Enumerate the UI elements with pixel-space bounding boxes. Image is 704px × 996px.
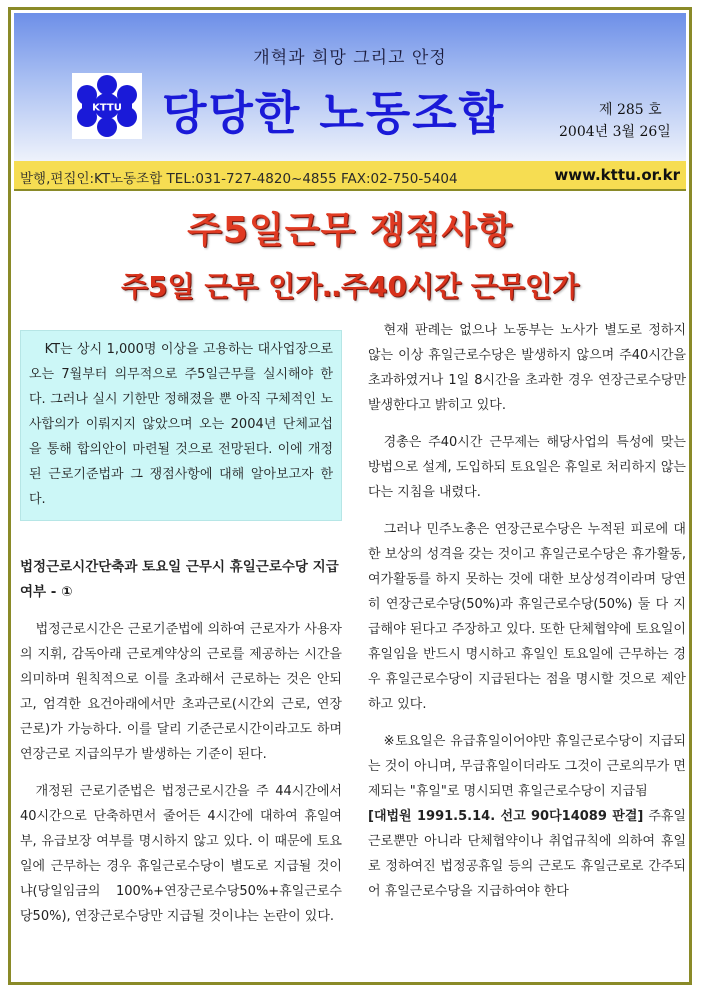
publisher-info: 발행,편집인:KT노동조합 TEL:031-727-4820~4855 FAX:02-750-5404 xyxy=(20,171,458,187)
publisher-bar xyxy=(14,161,686,191)
headline: 주5일근무 쟁점사항 xyxy=(187,210,513,251)
citation-text: 주휴일 근로뿐만 아니라 단체협약이나 취업규칙에 의하여 휴일로 정하여진 법정공휴일 등의 근로도 휴일근로로 간주되어 휴일근로수당을 지급하여야 한다 xyxy=(368,809,686,899)
section-title: 법정근로시간단축과 토요일 근무시 휴일근로수당 지급여부 - ① xyxy=(20,559,339,600)
note-paragraph: ※토요일은 유급휴일이어야만 휴일근로수당이 지급되는 것이 아니며, 무급휴일이더라도 그것이 근로의무가 면제되는 "휴일"로 명시되면 휴일근로수당이 지급됨 xyxy=(368,734,686,799)
citation-paragraph xyxy=(368,804,686,904)
body-paragraph: 그러나 민주노총은 연장근로수당은 누적된 피로에 대한 보상의 성격을 갖는 것이고 휴일근로수당은 휴가활동, 여가활동를 하지 못하는 것에 대한 보상성격이라며 당연히 연장근로수당(50%)과 휴일근로수당(50%) 둘 다 지급해야 된다고 주장하고 있다. 또한 단체협약에 토요일이 휴일임을 반드시 명시하고 휴일인 토요일에 근무하는 경우 휴일근로수당이 지급된다는 점을 명시할 것으로 제안하고 있다. xyxy=(368,522,686,712)
body-paragraph: 경총은 주40시간 근무제는 해당사업의 특성에 맞는 방법으로 설계, 도입하되 토요일은 휴일로 처리하지 않는다는 지침을 내렸다. xyxy=(368,435,686,500)
kttu-logo-icon xyxy=(72,73,142,139)
right-column xyxy=(368,318,686,904)
citation-reference: [대법원 1991.5.14. 선고 90다14089 판결] xyxy=(368,809,644,824)
slogan: 개혁과 희망 그리고 안정 xyxy=(253,48,447,68)
issue-number: 제 285 호 xyxy=(599,102,662,118)
subheadline: 주5일 근무 인가‥주40시간 근무인가 xyxy=(121,270,579,303)
logo-text: KTTU xyxy=(92,102,122,114)
intro-paragraph: KT는 상시 1,000명 이상을 고용하는 대사업장으로 오는 7월부터 의무적으로 주5일근무를 실시해야 한다. 그러나 실시 기한만 정해졌을 뿐 아직 구체적인 노사합의가 이뤄지지 않았으며 오는 2004년 단체교섭을 통해 합의안이 마련될 것으로 전망된다. 이에 개정된 근로기준법과 그 쟁점사항에 대해 알아보고자 한다. xyxy=(29,342,333,507)
issue-date: 2004년 3월 26일 xyxy=(559,124,671,140)
body-paragraph: 개정된 근로기준법은 법정근로시간을 주 44시간에서 40시간으로 단축하면서 줄어든 4시간에 대하여 휴일여부, 유급보장 여부를 명시하지 않고 있다. 이 때문에 토요일에 근무하는 경우 휴일근로수당이 별도로 지급될 것이냐(당일임금의 100%+연장근로수당50%+휴일근로수당50%), 연장근로수당만 지급될 것이냐는 논란이 있다. xyxy=(20,784,342,924)
body-paragraph: 법정근로시간은 근로기준법에 의하여 근로자가 사용자의 지휘, 감독아래 근로계약상의 근로를 제공하는 시간을 의미하며 원칙적으로 이를 초과해서 근로하는 것은 안되고, 엄격한 요건아래에서만 초과근로(시간외 근로, 연장근로)가 가능하다. 이를 달리 기준근로시간이라고도 하며 연장근로 지급의무가 발생하는 기준이 된다. xyxy=(20,622,342,762)
paper-name: 당당한 노동조합 xyxy=(162,86,506,140)
left-column xyxy=(20,330,342,929)
body-paragraph: 현재 판례는 없으나 노동부는 노사가 별도로 정하지 않는 이상 휴일근로수당은 발생하지 않으며 주40시간을 초과하였거나 1일 8시간을 초과한 경우 연장근로수당만 발생한다고 밝히고 있다. xyxy=(368,323,686,413)
masthead xyxy=(14,13,686,161)
intro-box xyxy=(20,330,342,521)
website-url[interactable]: www.kttu.or.kr xyxy=(554,166,680,184)
